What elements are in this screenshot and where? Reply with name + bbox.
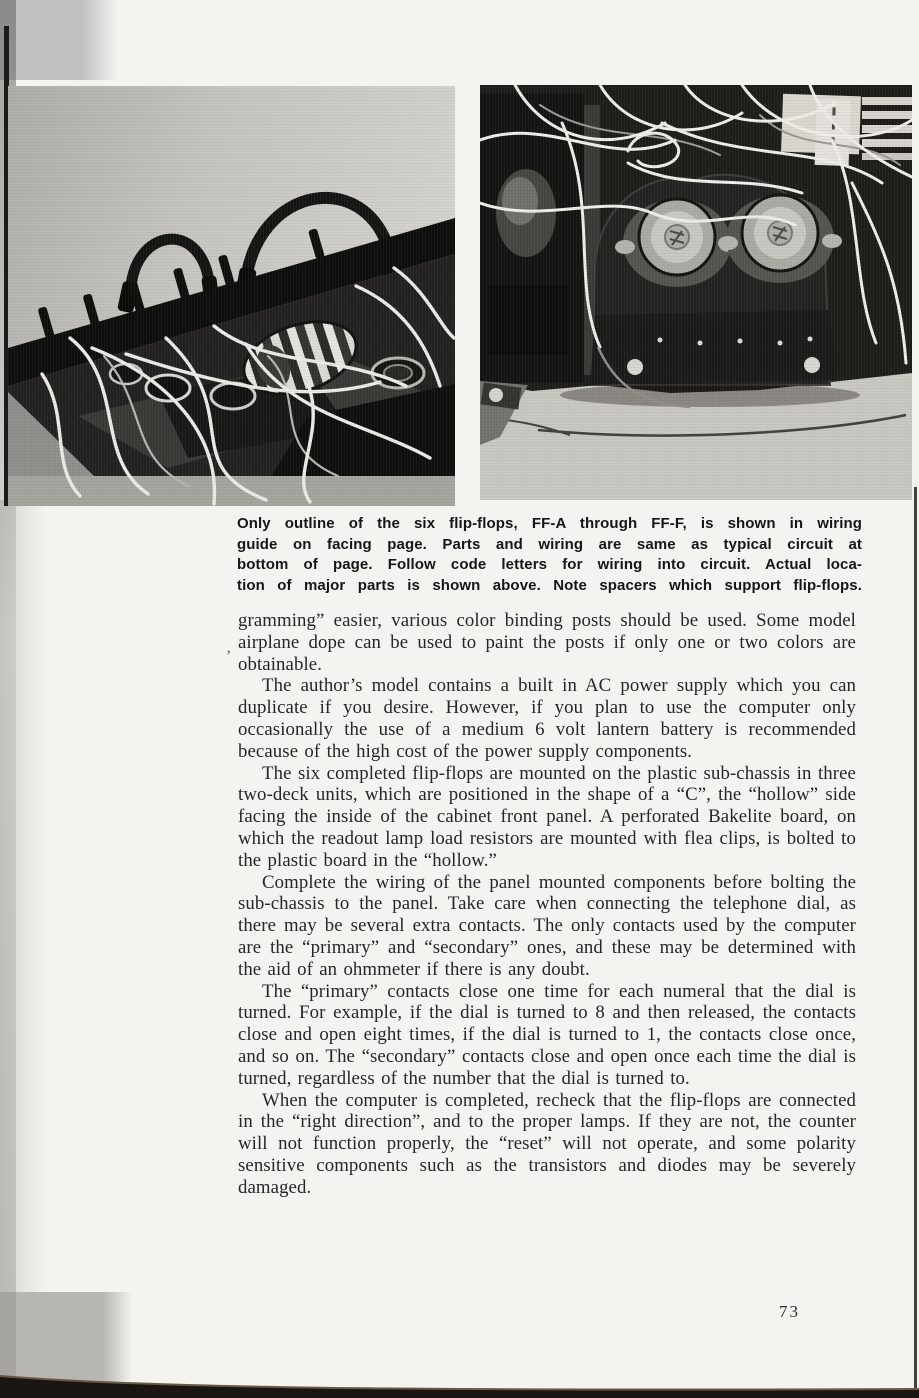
- book-edge-shadow: [0, 1372, 919, 1398]
- caption-line: bottom of page. Follow code letters for wiring into circuit. Actual loca-: [237, 556, 862, 573]
- page-edge-line: [914, 487, 917, 1398]
- photo-caption: [237, 514, 862, 596]
- paragraph: gramming” easier, various color binding posts should be used. Some model airplane dope can be used to paint the posts if only one or two colors are obtainable.: [238, 610, 856, 675]
- body-text-column: [238, 610, 856, 1199]
- chassis-shadow: [560, 383, 860, 407]
- right-photo-image: [480, 85, 912, 500]
- caption-line: Only outline of the six flip-flops, FF-A through FF-F, is shown in wiring: [237, 515, 862, 532]
- paragraph: Complete the wiring of the panel mounted components before bolting the sub-chassis to the panel. Take care when connecting the telephone dial, as there may be several extra contacts. The only contacts used by the computer are the “primary” and “secondary” ones, and these may be determined with the aid of an ohmmeter if there is any doubt.: [238, 871, 856, 980]
- chassis-ledge: [590, 310, 835, 385]
- paragraph: The six completed flip-flops are mounted on the plastic sub-chassis in three two-deck units, which are positioned in the shape of a “C”, the “hollow” side facing the inside of the cabinet front panel. A perforated Bakelite board, on which the readout lamp load resistors are mounted with flea clips, is bolted to the plastic board in the “hollow.”: [238, 762, 856, 871]
- caption-line: guide on facing page. Parts and wiring are same as typical circuit at: [237, 535, 862, 553]
- caption-line: tion of major parts is shown above. Note spacers which support flip-flops.: [237, 576, 862, 594]
- paragraph: The “primary” contacts close one time for each numeral that the dial is turned. For example, if the dial is turned to 8 and then released, the contacts close and open eight times, if the dial is turned to 1, the contacts close once, and so on. The “secondary” contacts close and open once each time the dial is turned, regardless of the number that the dial is turned to.: [238, 980, 856, 1089]
- page-number: 73: [779, 1302, 800, 1321]
- scan-artifact-mark: ’: [226, 648, 232, 665]
- page-corner-shading: [0, 0, 118, 80]
- paragraph: When the computer is completed, recheck that the flip-flops are connected in the “right direction”, and to the proper lamps. If they are not, the counter will not function properly, the “reset” will not operate, and some polarity sensitive components such as the transistors and diodes may be severely damaged.: [238, 1089, 856, 1198]
- paragraph: The author’s model contains a built in AC power supply which you can duplicate if you desire. However, if you plan to use the computer only occasionally the use of a medium 6 volt lantern battery is recommended because of the high cost of the power supply components.: [238, 675, 856, 762]
- left-photo-image: [8, 86, 455, 506]
- left-photo: [8, 86, 455, 506]
- right-photo: [480, 85, 912, 500]
